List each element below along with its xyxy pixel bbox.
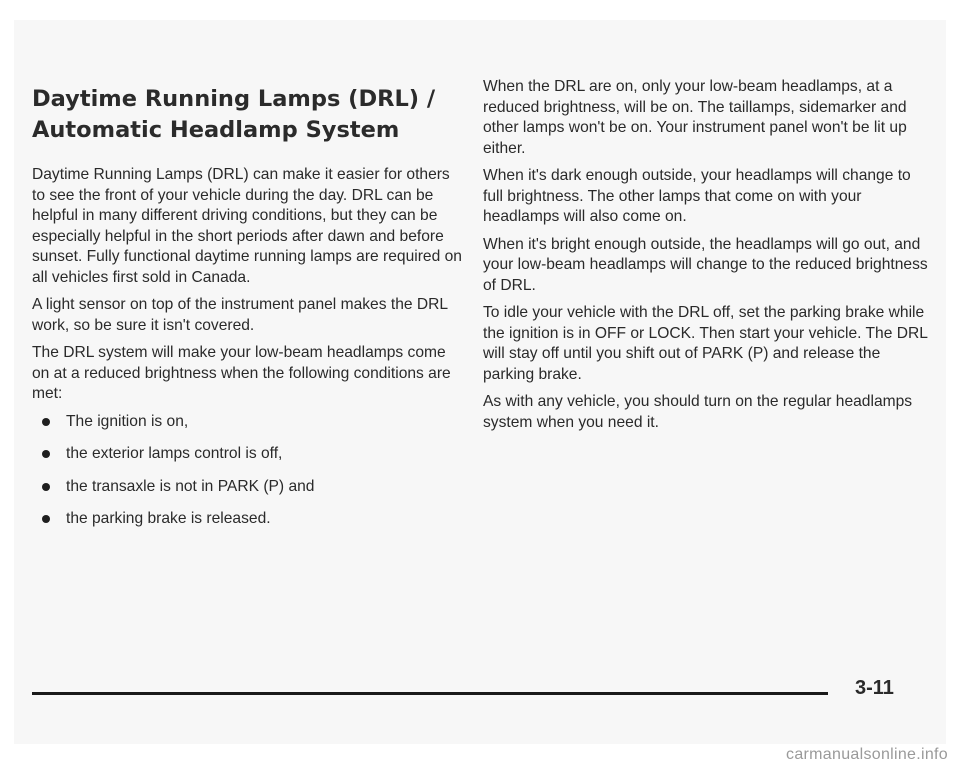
footer-rule <box>32 692 828 695</box>
list-item <box>32 444 462 465</box>
paragraph-drl-on: When the DRL are on, only your low-beam headlamps, at a reduced brightness, will be on. The taillamps, sidemarker and other lamps won't be on. Your instrument panel won't be lit up either. <box>483 78 907 157</box>
list-item <box>32 509 462 530</box>
paragraph-dark-outside: When it's dark enough outside, your headlamps will change to full brightness. The other lamps that come on with your headlamps will also come on. <box>483 167 911 225</box>
left-column <box>32 165 462 542</box>
list-item-text: the parking brake is released. <box>66 510 271 527</box>
paragraph-light-sensor: A light sensor on top of the instrument panel makes the DRL work, so be sure it isn't covered. <box>32 296 448 334</box>
heading-line-2: Automatic Headlamp System <box>32 117 400 143</box>
conditions-list <box>32 412 462 530</box>
heading-line-1: Daytime Running Lamps (DRL) / <box>32 86 436 112</box>
paragraph-idle-drl-off: To idle your vehicle with the DRL off, set the parking brake while the ignition is in OFF or LOCK. Then start your vehicle. The DRL will stay off until you shift out of PARK (P) and release the parking brake. <box>483 304 928 383</box>
list-item-text: the exterior lamps control is off, <box>66 445 283 462</box>
paragraph-drl-intro: Daytime Running Lamps (DRL) can make it easier for others to see the front of your vehicle during the day. DRL can be helpful in many different driving conditions, but they can be especially helpful in the short periods after dawn and before sunset. Fully functional daytime running lamps are required on all vehicles first sold in Canada. <box>32 166 462 286</box>
paragraph-bright-outside: When it's bright enough outside, the headlamps will go out, and your low-beam headlamps will change to the reduced brightness of DRL. <box>483 235 928 294</box>
paragraph-conditions: The DRL system will make your low-beam headlamps come on at a reduced brightness when the following conditions are met: <box>32 344 451 402</box>
list-item <box>32 412 462 433</box>
paragraph-regular-headlamps: As with any vehicle, you should turn on the regular headlamps system when you need it. <box>483 393 913 431</box>
list-item <box>32 477 462 498</box>
section-heading <box>32 84 452 146</box>
list-item-text: The ignition is on, <box>66 412 189 430</box>
bullet-icon <box>42 450 50 458</box>
bullet-icon <box>42 483 50 491</box>
page-number: 3-11 <box>855 677 894 699</box>
watermark-text[interactable]: carmanualsonline.info <box>786 746 948 763</box>
bullet-icon <box>42 418 50 426</box>
bullet-icon <box>42 515 50 523</box>
list-item-text: the transaxle is not in PARK (P) and <box>66 477 315 495</box>
right-column <box>483 77 928 440</box>
